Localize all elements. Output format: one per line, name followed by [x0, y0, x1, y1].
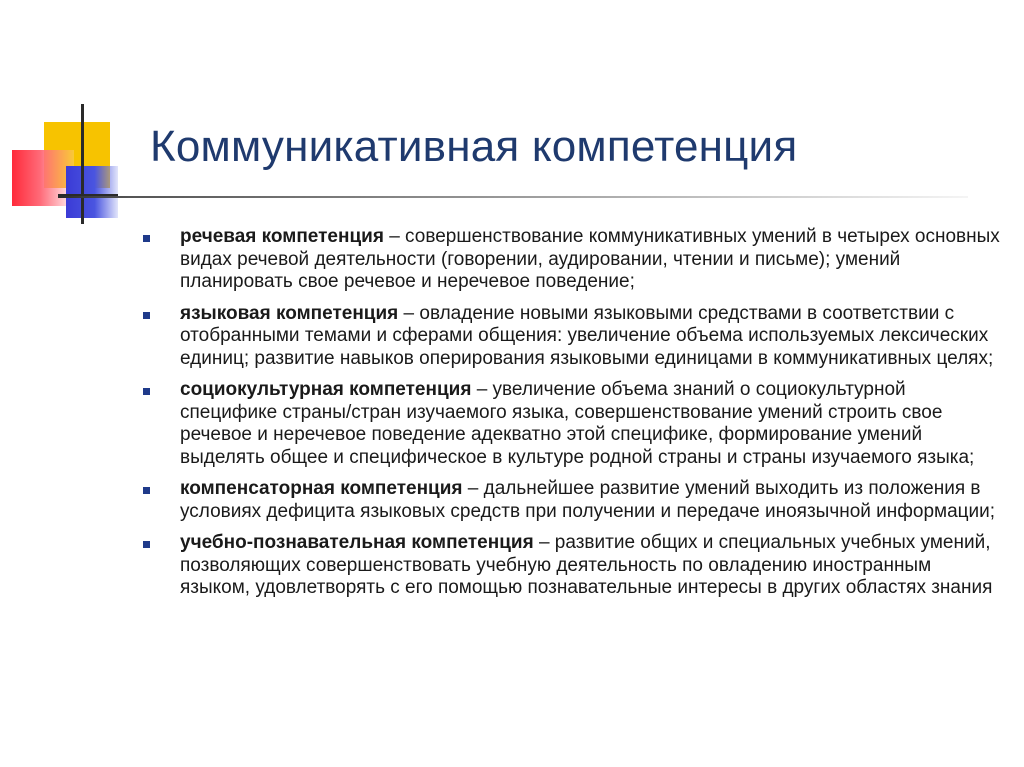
bullet-icon: [143, 541, 150, 548]
list-item: [140, 226, 1000, 294]
item-term: компенсаторная компетенция: [180, 478, 463, 499]
slide-title: Коммуникативная компетенция: [150, 122, 798, 171]
list-item: [140, 379, 1000, 469]
item-text: – дальнейшее развитие умений выходить из положения в условиях дефицита языковых средств при получении и передаче иноязычной информации;: [180, 478, 996, 522]
item-text: – развитие общих и специальных учебных умений, позволяющих совершенствовать учебную деятельность по овладению иностранным языком, удовлетворять с его помощью познавательные интересы в других областях знания: [180, 532, 993, 598]
list-item: [140, 478, 1000, 523]
decor-blue-square: [66, 166, 118, 218]
list-item: [140, 532, 1000, 600]
competence-list: [140, 226, 1000, 609]
bullet-icon: [143, 312, 150, 319]
item-text: – совершенствование коммуникативных умений в четырех основных видах речевой деятельности (говорении, аудировании, чтении и письме); умений планировать свое речевое и неречевое поведение;: [180, 226, 1000, 292]
item-term: социокультурная компетенция: [180, 379, 472, 400]
item-text: – увеличение объема знаний о социокультурной специфике страны/стран изучаемого языка, совершенствование умений строить свое речевое и неречевое поведение адекватно этой специфике, формирование умений выделять общее и специфическое в культуре родной страны и страны изучаемого языка;: [180, 379, 975, 468]
list-item: [140, 303, 1000, 371]
decor-vertical-line: [81, 104, 84, 224]
item-term: учебно-познавательная компетенция: [180, 532, 534, 553]
title-underline: [58, 196, 968, 198]
bullet-icon: [143, 388, 150, 395]
bullet-icon: [143, 487, 150, 494]
item-text: – овладение новыми языковыми средствами в соответствии с отобранными темами и сферами общения: увеличение объема используемых лексических единиц; развитие навыков оперирования языковыми единицами в коммуникативных целях;: [180, 302, 994, 369]
bullet-icon: [143, 235, 150, 242]
item-term: речевая компетенция: [180, 226, 384, 247]
item-term: языковая компетенция: [180, 302, 399, 324]
